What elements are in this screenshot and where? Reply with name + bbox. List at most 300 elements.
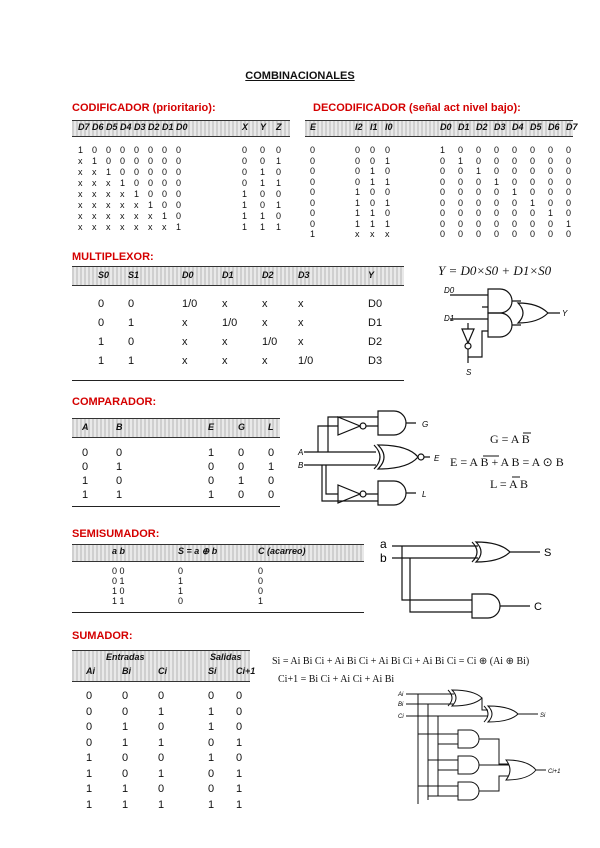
codificador-cell: 1 [242, 211, 248, 221]
decodificador-cell: 0 [566, 229, 572, 239]
decodificador-cell: 1 [566, 218, 572, 229]
decodificador-cell: 0 [355, 166, 361, 176]
multiplexor-header-3: D1 [222, 270, 234, 280]
codificador-cell: x [148, 222, 153, 232]
sumador-circuit [398, 686, 568, 816]
codificador-cell: 1 [260, 167, 266, 177]
comparador-formula-g: G = A B [490, 432, 530, 446]
codificador-cell: 0 [148, 145, 154, 155]
multiplexor-cell: x [182, 336, 188, 348]
multiplexor-cell: x [182, 355, 188, 367]
semisumador-cell: 0 [258, 576, 264, 586]
decodificador-output-header: D0 [440, 122, 452, 132]
decodificador-cell: 0 [370, 155, 376, 166]
sumador-cell: 1 [86, 767, 93, 780]
semisumador-cell: 0 [178, 596, 184, 606]
codificador-cell: 1 [260, 211, 266, 221]
decodificador-cell: 1 [370, 208, 376, 218]
decodificador-cell: 0 [370, 187, 376, 197]
comparador-cell: 0 [238, 461, 245, 473]
sumador-cell: 0 [208, 690, 215, 702]
decodificador-cell: 0 [458, 218, 464, 229]
multiplexor-cell: 1/0 [182, 298, 198, 310]
codificador-cell: x [106, 178, 111, 188]
multiplexor-cell: x [222, 298, 228, 310]
mux-label-d1: D1 [444, 314, 455, 323]
decodificador-cell: 0 [440, 208, 446, 218]
codificador-output-header: Y [260, 122, 267, 132]
decodificador-cell: 1 [440, 145, 446, 155]
codificador-cell: 0 [242, 156, 248, 166]
decodificador-output-header: D2 [476, 122, 488, 132]
codificador-cell: x [78, 189, 83, 199]
decodificador-cell: 0 [548, 176, 554, 187]
sumador-cell: 0 [208, 736, 215, 749]
decodificador-cell: 0 [494, 229, 500, 239]
sum-label-a: Ai [398, 692, 404, 698]
decodificador-cell: 1 [476, 166, 482, 176]
codificador-cell: 0 [162, 145, 168, 155]
mux-label-s: S [466, 368, 472, 377]
codificador-cell: 0 [120, 145, 126, 155]
multiplexor-cell: 1/0 [262, 336, 278, 348]
decodificador-cell: 0 [310, 176, 316, 187]
sumador-header-4: Ci+1 [236, 666, 256, 676]
codificador-heading: CODIFICADOR (prioritario): [72, 102, 216, 114]
codificador-cell: 0 [260, 145, 266, 155]
codificador-cell: 1 [260, 222, 266, 232]
decodificador-cell: 0 [530, 218, 536, 229]
comparador-cell: 0 [268, 475, 275, 487]
decodificador-cell: 1 [385, 218, 391, 229]
sumador-cell: 0 [208, 783, 215, 795]
semisumador-cell: 0 [178, 566, 184, 576]
decodificador-cell: 0 [440, 176, 446, 187]
codificador-cell: x [162, 222, 167, 232]
decodificador-cell: 0 [494, 218, 500, 229]
codificador-cell: 1 [176, 222, 182, 232]
multiplexor-cell: 1 [98, 355, 105, 367]
decodificador-cell: 0 [458, 166, 464, 176]
codificador-cell: 0 [162, 200, 168, 210]
decodificador-cell: 0 [494, 187, 500, 197]
page-title: COMBINACIONALES [245, 70, 355, 82]
decodificador-cell: 0 [370, 197, 376, 208]
decodificador-cell: 1 [355, 197, 361, 208]
decodificador-cell: 0 [512, 155, 518, 166]
decodificador-cell: 0 [512, 229, 518, 239]
codificador-cell: 0 [176, 189, 182, 199]
comparador-cell: 1 [208, 489, 215, 501]
sumador-cell: 0 [86, 705, 93, 718]
codificador-cell: 0 [134, 145, 140, 155]
codificador-input-header: D2 [148, 122, 160, 132]
multiplexor-header-5: D3 [298, 270, 310, 280]
codificador-cell: 0 [162, 156, 168, 166]
codificador-cell: x [92, 222, 97, 232]
multiplexor-cell: 1 [128, 317, 135, 329]
mux-label-y: Y [562, 309, 568, 318]
decodificador-cell: 0 [548, 187, 554, 197]
multiplexor-cell: x [262, 298, 268, 310]
decodificador-cell: 0 [385, 187, 391, 197]
codificador-cell: 1 [276, 156, 282, 166]
sumador-cell: 1 [86, 752, 93, 764]
decodificador-cell: 0 [548, 166, 554, 176]
decodificador-cell: 0 [530, 166, 536, 176]
sumador-cell: 0 [158, 752, 165, 764]
codificador-cell: x [92, 211, 97, 221]
codificador-cell: 0 [176, 167, 182, 177]
decodificador-input-header: I2 [355, 122, 363, 132]
decodificador-cell: x [385, 229, 390, 239]
decodificador-cell: 1 [458, 155, 464, 166]
codificador-cell: 1 [134, 189, 140, 199]
sum-label-c: Ci [398, 714, 404, 720]
multiplexor-header-2: D0 [182, 270, 194, 280]
semisumador-header-2: C (acarreo) [258, 546, 306, 556]
decodificador-cell: 0 [476, 155, 482, 166]
decodificador-cell: 1 [370, 176, 376, 187]
codificador-cell: 0 [92, 145, 98, 155]
multiplexor-header-4: D2 [262, 270, 274, 280]
codificador-cell: 0 [148, 189, 154, 199]
decodificador-cell: 0 [494, 155, 500, 166]
comparador-formula-l: L = A B [490, 477, 528, 491]
sumador-cell: 0 [158, 690, 165, 702]
codificador-cell: x [134, 200, 139, 210]
decodificador-cell: 0 [310, 197, 316, 208]
codificador-cell: 0 [134, 156, 140, 166]
decodificador-cell: 0 [566, 166, 572, 176]
comparador-heading: COMPARADOR: [72, 396, 157, 408]
sumador-cell: 0 [158, 783, 165, 795]
multiplexor-cell: D3 [368, 355, 383, 367]
sumador-cell: 1 [86, 798, 93, 811]
comparador-cell: 0 [268, 489, 275, 501]
multiplexor-cell: x [222, 355, 228, 367]
sumador-header-1: Bi [122, 666, 131, 676]
sumador-cell: 1 [236, 767, 243, 780]
decodificador-output-header: D6 [548, 122, 560, 132]
semisumador-heading: SEMISUMADOR: [72, 528, 160, 540]
codificador-output-header: X [242, 122, 249, 132]
codificador-cell: 0 [106, 156, 112, 166]
codificador-cell: 0 [242, 178, 248, 188]
comparador-cell: 0 [208, 475, 215, 487]
decodificador-output-header: D4 [512, 122, 524, 132]
codificador-cell: 0 [134, 178, 140, 188]
semi-label-c: C [534, 601, 542, 613]
semisumador-circuit [380, 532, 560, 622]
sumador-cell: 1 [236, 798, 243, 811]
decodificador-cell: 0 [440, 187, 446, 197]
codificador-cell: 0 [134, 167, 140, 177]
semisumador-header-1: S = a ⊕ b [178, 546, 218, 556]
decodificador-heading: DECODIFICADOR (señal act nivel bajo): [313, 102, 521, 114]
sumador-heading: SUMADOR: [72, 630, 133, 642]
decodificador-cell: 1 [530, 197, 536, 208]
sum-label-b: Bi [398, 702, 404, 708]
codificador-cell: 1 [276, 178, 282, 188]
sum-label-co: Ci+1 [548, 769, 561, 775]
codificador-cell: x [78, 167, 83, 177]
multiplexor-cell: x [222, 336, 228, 348]
comparador-header-3: G [238, 422, 246, 432]
decodificador-cell: 0 [512, 166, 518, 176]
decodificador-cell: 1 [385, 197, 391, 208]
decodificador-cell: 0 [512, 197, 518, 208]
multiplexor-formula: Y = D0×S0 + D1×S0 [438, 263, 552, 278]
decodificador-cell: 0 [476, 145, 482, 155]
decodificador-cell: 0 [548, 145, 554, 155]
decodificador-cell: 0 [385, 145, 391, 155]
decodificador-cell: 0 [476, 197, 482, 208]
decodificador-cell: 0 [476, 218, 482, 229]
codificador-cell: 0 [162, 178, 168, 188]
sumador-cell: 0 [122, 767, 129, 780]
codificador-cell: 1 [106, 167, 112, 177]
codificador-input-header: D5 [106, 122, 118, 132]
codificador-cell: x [120, 211, 125, 221]
semisumador-cell: 0 [258, 566, 264, 576]
semisumador-cell: 1 0 [112, 586, 125, 596]
codificador-cell: x [106, 189, 111, 199]
multiplexor-cell: 1 [98, 336, 105, 348]
decodificador-output-header: D5 [530, 122, 542, 132]
multiplexor-header-6: Y [368, 270, 375, 280]
codificador-input-header: D0 [176, 122, 188, 132]
multiplexor-cell: x [298, 298, 304, 310]
decodificador-cell: 0 [548, 229, 554, 239]
comparador-cell: 1 [82, 475, 89, 487]
codificador-cell: x [120, 189, 125, 199]
codificador-cell: x [120, 200, 125, 210]
decodificador-output-header: D7 [566, 122, 578, 132]
decodificador-cell: 0 [566, 155, 572, 166]
decodificador-cell: 1 [494, 176, 500, 187]
codificador-cell: 0 [162, 167, 168, 177]
sumador-cell: 1 [122, 783, 129, 795]
codificador-cell: x [78, 200, 83, 210]
codificador-cell: 0 [260, 189, 266, 199]
multiplexor-cell: x [182, 317, 188, 329]
codificador-output-header: Z [276, 122, 282, 132]
decodificador-output-header: D3 [494, 122, 506, 132]
decodificador-cell: 0 [512, 218, 518, 229]
comparador-cell: 1 [116, 461, 123, 473]
sumador-cell: 0 [86, 736, 93, 749]
decodificador-cell: 0 [548, 197, 554, 208]
sumador-cell: 1 [122, 736, 129, 749]
decodificador-cell: 0 [355, 176, 361, 187]
comparador-cell: 0 [116, 475, 123, 487]
comparador-cell: 0 [238, 447, 245, 459]
codificador-cell: 0 [106, 145, 112, 155]
sumador-cell: 1 [208, 721, 215, 733]
decodificador-cell: 0 [440, 197, 446, 208]
decodificador-cell: 0 [494, 166, 500, 176]
decodificador-cell: 0 [494, 145, 500, 155]
sumador-group-header: Entradas [106, 652, 145, 662]
decodificador-cell: 1 [370, 218, 376, 229]
multiplexor-cell: x [298, 317, 304, 329]
codificador-input-header: D7 [78, 122, 90, 132]
comparador-cell: 0 [238, 489, 245, 501]
decodificador-cell: x [355, 229, 360, 239]
decodificador-cell: 1 [310, 229, 316, 239]
comparador-cell: 1 [208, 447, 215, 459]
semisumador-cell: 1 [178, 586, 184, 596]
codificador-cell: 0 [242, 167, 248, 177]
decodificador-cell: 0 [476, 229, 482, 239]
sum-label-s: Si [540, 713, 546, 719]
codificador-cell: 0 [276, 189, 282, 199]
comparador-cell: 1 [238, 475, 245, 487]
decodificador-cell: 0 [530, 187, 536, 197]
multiplexor-heading: MULTIPLEXOR: [72, 251, 154, 263]
decodificador-cell: x [370, 229, 375, 239]
cmp-label-e: E [434, 454, 440, 463]
decodificador-cell: 1 [355, 218, 361, 229]
codificador-cell: 0 [176, 156, 182, 166]
comparador-cell: 0 [82, 447, 89, 459]
decodificador-cell: 0 [512, 208, 518, 218]
codificador-cell: 0 [260, 156, 266, 166]
sumador-cell: 0 [236, 721, 243, 733]
comparador-formula-e: E = A B + A B = A ⊙ B [450, 455, 564, 469]
semi-label-b: b [380, 551, 387, 565]
decodificador-cell: 0 [385, 166, 391, 176]
sumador-cell: 1 [208, 798, 215, 811]
sumador-cell: 1 [122, 798, 129, 811]
decodificador-cell: 0 [530, 208, 536, 218]
comparador-header-0: A [82, 422, 89, 432]
codificador-cell: x [78, 222, 83, 232]
decodificador-cell: 0 [530, 145, 536, 155]
sumador-cell: 0 [236, 690, 243, 702]
decodificador-cell: 1 [512, 187, 518, 197]
decodificador-cell: 0 [355, 145, 361, 155]
decodificador-cell: 0 [458, 229, 464, 239]
semisumador-cell: 0 [258, 586, 264, 596]
decodificador-input-header: I1 [370, 122, 378, 132]
decodificador-cell: 0 [440, 166, 446, 176]
sumador-header-3: Si [208, 666, 217, 676]
semi-label-a: a [380, 537, 387, 551]
multiplexor-header-1: S1 [128, 270, 140, 280]
codificador-input-header: D1 [162, 122, 174, 132]
multiplexor-cell: D0 [368, 298, 383, 310]
codificador-cell: 0 [260, 200, 266, 210]
codificador-cell: x [106, 200, 111, 210]
decodificador-cell: 0 [458, 197, 464, 208]
comparador-cell: 1 [82, 489, 89, 501]
sumador-cell: 0 [122, 705, 129, 718]
decodificador-cell: 0 [548, 218, 554, 229]
semisumador-cell: 1 [178, 576, 184, 586]
sumador-header-0: Ai [86, 666, 95, 676]
codificador-cell: 0 [276, 167, 282, 177]
codificador-input-header: D3 [134, 122, 146, 132]
decodificador-cell: 0 [494, 197, 500, 208]
multiplexor-cell: 1/0 [298, 355, 314, 367]
decodificador-cell: 0 [310, 155, 316, 166]
sumador-formula-c: Ci+1 = Bi Ci + Ai Ci + Ai Bi [278, 674, 395, 685]
comparador-header-4: L [268, 422, 274, 432]
codificador-cell: x [134, 211, 139, 221]
decodificador-cell: 0 [530, 229, 536, 239]
multiplexor-cell: x [262, 317, 268, 329]
semi-label-s: S [544, 547, 552, 559]
sumador-cell: 0 [86, 721, 93, 733]
sumador-group-header: Salidas [210, 652, 242, 662]
codificador-cell: x [78, 178, 83, 188]
decodificador-cell: 0 [458, 145, 464, 155]
decodificador-cell: 0 [458, 176, 464, 187]
sumador-cell: 1 [208, 705, 215, 718]
decodificador-cell: 0 [566, 176, 572, 187]
multiplexor-cell: 0 [128, 336, 135, 348]
codificador-cell: x [92, 178, 97, 188]
decodificador-cell: 0 [476, 187, 482, 197]
codificador-cell: x [120, 222, 125, 232]
sumador-cell: 0 [86, 690, 93, 702]
sumador-cell: 0 [122, 690, 129, 702]
decodificador-cell: 1 [355, 187, 361, 197]
sumador-cell: 1 [236, 783, 243, 795]
multiplexor-header-0: S0 [98, 270, 110, 280]
sumador-cell: 0 [158, 721, 165, 733]
codificador-cell: x [78, 211, 83, 221]
codificador-cell: 0 [176, 145, 182, 155]
codificador-cell: 0 [162, 189, 168, 199]
decodificador-cell: 0 [548, 155, 554, 166]
comparador-cell: 1 [268, 461, 275, 473]
decodificador-cell: 1 [548, 208, 554, 218]
decodificador-cell: 0 [458, 187, 464, 197]
sumador-cell: 1 [158, 767, 165, 780]
multiplexor-cell: 0 [98, 298, 105, 310]
sumador-cell: 1 [122, 721, 129, 733]
decodificador-cell: 0 [440, 229, 446, 239]
decodificador-cell: 0 [566, 208, 572, 218]
codificador-cell: 0 [176, 200, 182, 210]
codificador-cell: 1 [260, 178, 266, 188]
decodificador-cell: 1 [385, 155, 391, 166]
codificador-cell: 0 [148, 156, 154, 166]
decodificador-cell: 0 [566, 145, 572, 155]
comparador-cell: 0 [82, 461, 89, 473]
cmp-label-b: B [298, 461, 304, 470]
codificador-cell: 1 [242, 222, 248, 232]
sumador-header-2: Ci [158, 666, 167, 676]
decodificador-cell: 1 [385, 176, 391, 187]
codificador-cell: 0 [148, 167, 154, 177]
decodificador-cell: 0 [530, 155, 536, 166]
multiplexor-cell: 0 [128, 298, 135, 310]
codificador-cell: x [106, 211, 111, 221]
codificador-cell: x [92, 200, 97, 210]
decodificador-cell: 0 [458, 208, 464, 218]
comparador-cell: 1 [116, 489, 123, 501]
cmp-label-g: G [422, 420, 429, 429]
multiplexor-cell: D1 [368, 317, 383, 329]
semisumador-cell: 1 1 [112, 596, 125, 606]
sumador-cell: 1 [158, 798, 165, 811]
decodificador-output-header: D1 [458, 122, 470, 132]
comparador-cell: 0 [208, 461, 215, 473]
